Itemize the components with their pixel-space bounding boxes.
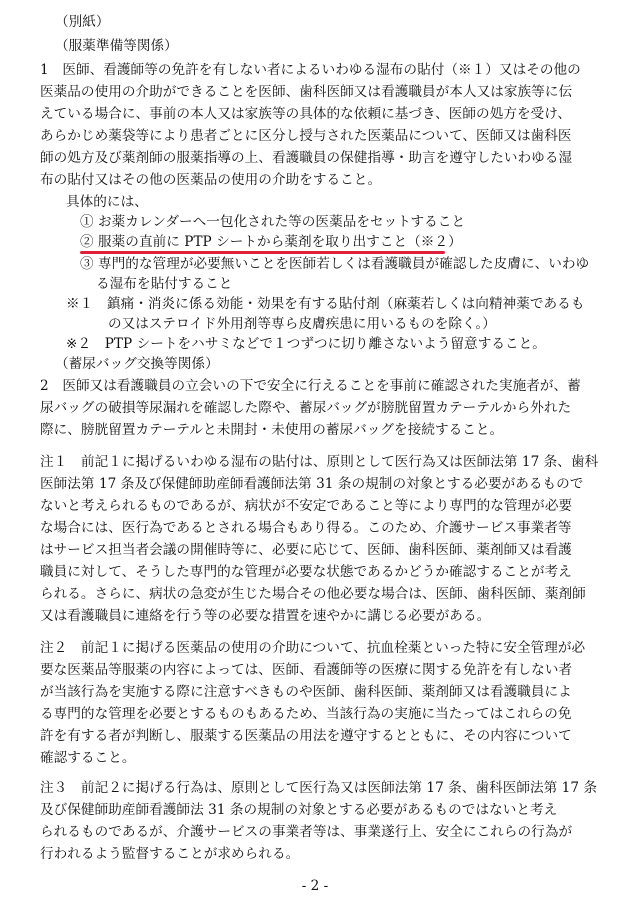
item-2-line-1: 2 医師又は看護職員の立会いの下で安全に行えることを事前に確認された実施者が、蓄	[40, 378, 581, 394]
note-2-line-3: が当該行為を実施する際に注意すべきものや医師、歯科医師、薬剤師又は看護職員によ	[40, 684, 572, 700]
note-asterisk-1-line-1: ※１ 鎮痛・消炎に係る効能・効果を有する貼付剤（麻薬若しくは向精神薬であるも	[66, 296, 585, 312]
note-3-line-4: 行われるよう監督することが求められる。	[40, 846, 300, 862]
note-1-line-3: ないと考えられるものであるが、病状が不安定であること等により専門的な管理が必要	[40, 498, 573, 514]
item-1-line-6: 布の貼付又はその他の医薬品の使用の介助をすること。	[40, 172, 382, 188]
note-1-line-1: 注１ 前記１に掲げるいわゆる湿布の貼付は、原則として医行為又は医師法第 17 条、歯科	[40, 454, 599, 470]
note-1-line-6: 職員に対して、そうした専門的な管理が必要な状態であるかどうか確認することが考え	[40, 564, 572, 580]
note-2-line-2: 要な医薬品等服薬の内容によっては、医師、看護師等の医療に関する免許を有しない者	[40, 662, 573, 678]
note-3-line-3: られるものであるが、介護サービスの事業者等は、事業遂行上、安全にこれらの行為が	[40, 824, 573, 840]
specific-item-3-line-1: ③ 専門的な管理が必要無いことを医師若しくは看護職員が確認した皮膚に、いわゆ	[80, 256, 590, 272]
note-3-line-2: 及び保健師助産師看護師法 31 条の規制の対象とする必要があるものではないと考え	[40, 802, 558, 818]
section-heading-urine-bag: （蓄尿バッグ交換等関係）	[55, 356, 219, 372]
item-2-line-3: 際に、膀胱留置カテーテルと未開封・未使用の蓄尿バッグを接続すること。	[40, 422, 504, 438]
item-1-line-5: 師の処方及び薬剤師の服薬指導の上、看護職員の保健指導・助言を遵守したいわゆる湿	[40, 150, 573, 166]
note-1-line-7: られる。さらに、病状の急変が生じた場合その他必要な場合は、医師、歯科医師、薬剤師	[40, 586, 586, 602]
note-1-line-8: 又は看護職員に連絡を行う等の必要な措置を速やかに講じる必要がある。	[40, 608, 491, 624]
attachment-label: （別紙）	[55, 14, 110, 30]
specific-item-1: ① お薬カレンダーへ一包化された等の医薬品をセットすること	[80, 214, 466, 230]
specifics-intro: 具体的には、	[66, 194, 148, 210]
note-asterisk-2: ※２ PTP シートをハサミなどで１つずつに切り離さないよう留意すること。	[66, 336, 546, 352]
item-1-line-4: あらかじめ薬袋等により患者ごとに区分し授与された医薬品について、医師又は歯科医	[40, 128, 572, 144]
item-1-line-2: 医薬品の使用の介助ができることを医師、歯科医師又は看護職員が本人又は家族等に伝	[40, 84, 573, 100]
note-2-line-1: 注２ 前記１に掲げる医薬品の使用の介助について、抗血栓薬といった特に安全管理が必	[40, 640, 586, 656]
note-1-line-4: な場合には、医行為であるとされる場合もあり得る。このため、介護サービス事業者等	[40, 520, 572, 536]
item-2-line-2: 尿バッグの破損等尿漏れを確認した際や、蓄尿バッグが膀胱留置カテーテルから外れた	[40, 400, 572, 416]
item-1-line-3: えている場合に、事前の本人又は家族等の具体的な依頼に基づき、医師の処方を受け、	[40, 106, 572, 122]
note-1-line-2: 医師法第 17 条及び保健師助産師看護師法第 31 条の規制の対象とする必要があるもので	[40, 476, 584, 492]
note-2-line-5: 許を有する者が判断し、服薬する医薬品の用法を遵守するとともに、その内容について	[40, 728, 572, 744]
note-1-line-5: はサービス担当者会議の開催時等に、必要に応じて、医師、歯科医師、薬剤師又は看護	[40, 542, 572, 558]
note-asterisk-1-line-2: の又はステロイド外用剤等専ら皮膚疾患に用いるものを除く。）	[108, 316, 496, 332]
note-2-line-6: 確認すること。	[40, 750, 136, 766]
specific-item-2: ② 服薬の直前に PTP シートから薬剤を取り出すこと（※２）	[80, 234, 462, 250]
item-1-line-1: 1 医師、看護師等の免許を有しない者によるいわゆる湿布の貼付（※１）又はその他の	[40, 62, 581, 78]
note-3-line-1: 注３ 前記２に掲げる行為は、原則として医行為又は医師法第 17 条、歯科医師法第 17 条	[40, 780, 598, 796]
section-heading-medication: （服薬準備等関係）	[55, 38, 178, 54]
page-number: - 2 -	[301, 878, 329, 894]
specific-item-3-line-2: る湿布を貼付すること	[96, 276, 233, 292]
note-2-line-4: る専門的な管理を必要とするものもあるため、当該行為の実施に当たってはこれらの免	[40, 706, 572, 722]
